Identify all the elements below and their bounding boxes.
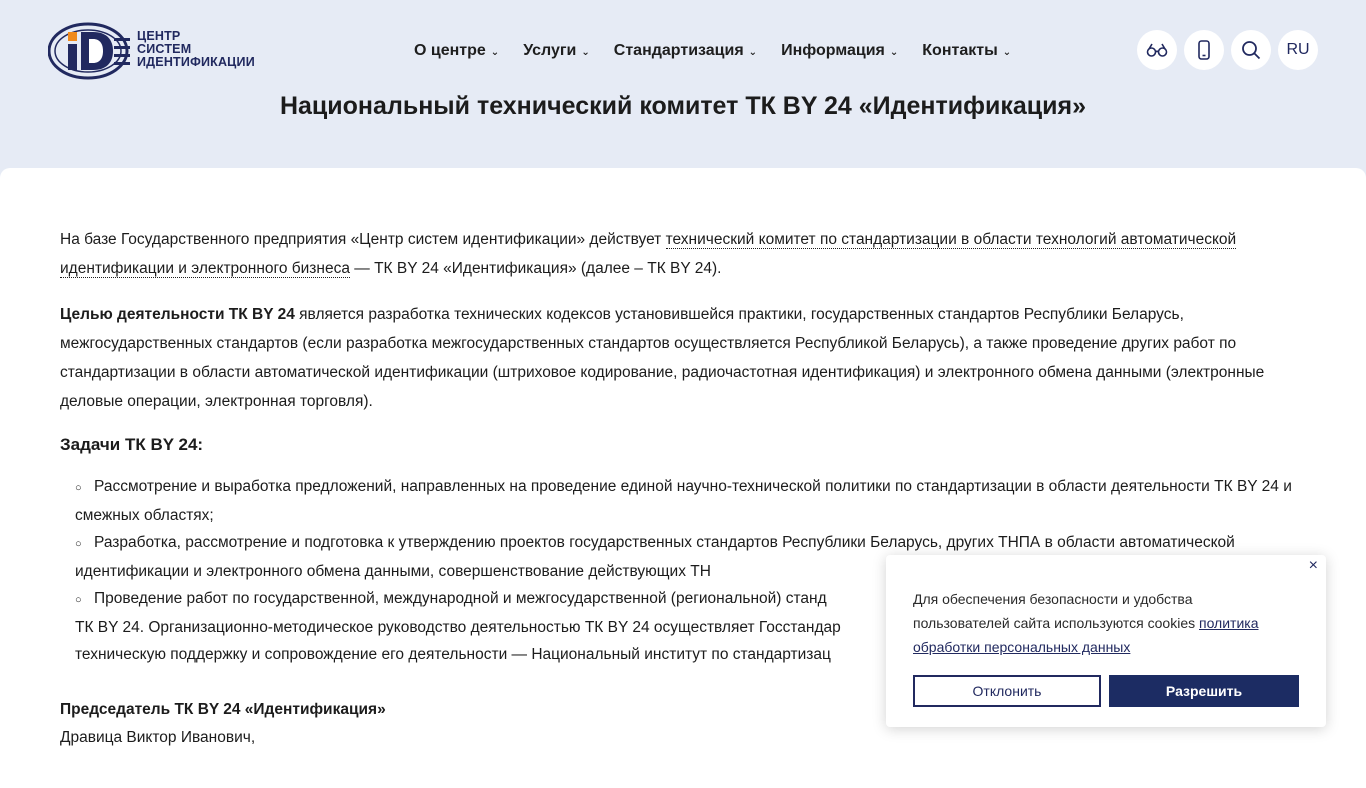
close-icon[interactable]: ×: [1308, 557, 1318, 574]
intro-text: На базе Государственного предприятия «Центр систем идентификации» действует: [60, 231, 666, 248]
logo-line-3: ИДЕНТИФИКАЦИИ: [137, 55, 255, 69]
list-item: [75, 473, 1320, 529]
search-icon: [1241, 40, 1261, 60]
bullet-icon: ○: [75, 594, 82, 606]
intro-paragraph: [60, 225, 1320, 283]
nav-item-label: Услуги: [523, 42, 577, 59]
logo-text: [137, 30, 255, 69]
bullet-icon: ○: [75, 482, 82, 494]
nav-item-label: О центре: [414, 42, 486, 59]
nav-item-standardization[interactable]: [614, 40, 757, 62]
site-header: [0, 0, 1366, 170]
privacy-policy-link[interactable]: политика обработки персональных данных: [913, 615, 1259, 655]
cookie-message: Для обеспечения безопасности и удобства пользователей сайта используются cookies: [913, 591, 1199, 631]
logo-line-2: СИСТЕМ: [137, 42, 192, 56]
glasses-icon: [1146, 42, 1168, 58]
task-text: Проведение работ по государственной, международной и межгосударственной (региональной) станд: [94, 590, 827, 607]
logo-line-1: ЦЕНТР: [137, 29, 181, 43]
accessibility-button[interactable]: [1137, 30, 1177, 70]
purpose-text: является разработка технических кодексов установившейся практики, государственных стандартов Республики Беларусь, межгосударственных стандартов (если разработка межгосударственных стандартов осуществляется Республикой Беларусь), а также проведение других работ по стандартизации в области автоматической идентификации (штриховое кодирование, радиочастотная идентификация) и электронного обмена данными (электронные деловые операции, электронная торговля).: [60, 306, 1265, 410]
nav-item-label: Стандартизация: [613, 42, 744, 59]
nav-item-services[interactable]: [523, 40, 590, 62]
bullet-icon: ○: [75, 538, 82, 550]
nav-item-label: Информация: [781, 42, 885, 59]
mobile-version-button[interactable]: [1184, 30, 1224, 70]
logo-mark-icon: [48, 22, 134, 80]
chairman-name: Дравица Виктор Иванович,: [60, 729, 256, 746]
site-logo[interactable]: [48, 22, 274, 80]
phone-icon: [1198, 40, 1210, 60]
chevron-down-icon: ⌄: [1002, 46, 1012, 58]
chevron-down-icon: ⌄: [581, 46, 590, 58]
purpose-paragraph: [60, 300, 1320, 416]
nav-item-contacts[interactable]: [922, 40, 1011, 62]
intro-text-end: — ТК BY 24 «Идентификация» (далее – ТК BY 24).: [349, 260, 722, 277]
cookie-banner: [886, 555, 1326, 727]
nav-item-information[interactable]: [781, 40, 898, 62]
task-text-cont: ТК BY 24. Организационно-методическое руководство деятельностью ТК BY 24 осуществляет Госстандар: [75, 619, 841, 636]
committee-link[interactable]: технический комитет по стандартизации в области технологий автоматической идентификации и электронного бизнеса: [60, 231, 1237, 277]
page-title: Национальный технический комитет ТК BY 24 «Идентификация»: [279, 92, 1087, 120]
chevron-down-icon: ⌄: [889, 46, 899, 58]
accept-cookies-button[interactable]: Разрешить: [1109, 675, 1299, 707]
nav-item-about[interactable]: [414, 40, 499, 62]
chevron-down-icon: ⌄: [490, 46, 500, 58]
task-text-cont: техническую поддержку и сопровождение его деятельности — Национальный институт по стандартизац: [75, 646, 831, 663]
task-text: Рассмотрение и выработка предложений, направленных на проведение единой научно-технической политики по стандартизации в области деятельности ТК BY 24 и смежных областях;: [75, 478, 1292, 524]
cookie-text: [913, 587, 1273, 659]
search-button[interactable]: [1231, 30, 1271, 70]
tasks-heading: Задачи ТК BY 24:: [60, 435, 204, 454]
chevron-down-icon: ⌄: [748, 46, 758, 58]
main-nav: [414, 40, 1011, 62]
decline-cookies-button[interactable]: Отклонить: [913, 675, 1101, 707]
language-switcher[interactable]: RU: [1278, 30, 1318, 70]
task-text: Разработка, рассмотрение и подготовка к утверждению проектов государственных стандартов Республики Беларусь, других ТНПА в области автоматической идентификации и электронного обмена данными, совершенствование действующих ТН: [75, 534, 1235, 580]
chairman-heading: Председатель ТК BY 24 «Идентификация»: [60, 701, 386, 718]
nav-item-label: Контакты: [922, 42, 998, 59]
purpose-bold: Целью деятельности ТК BY 24: [60, 306, 295, 323]
